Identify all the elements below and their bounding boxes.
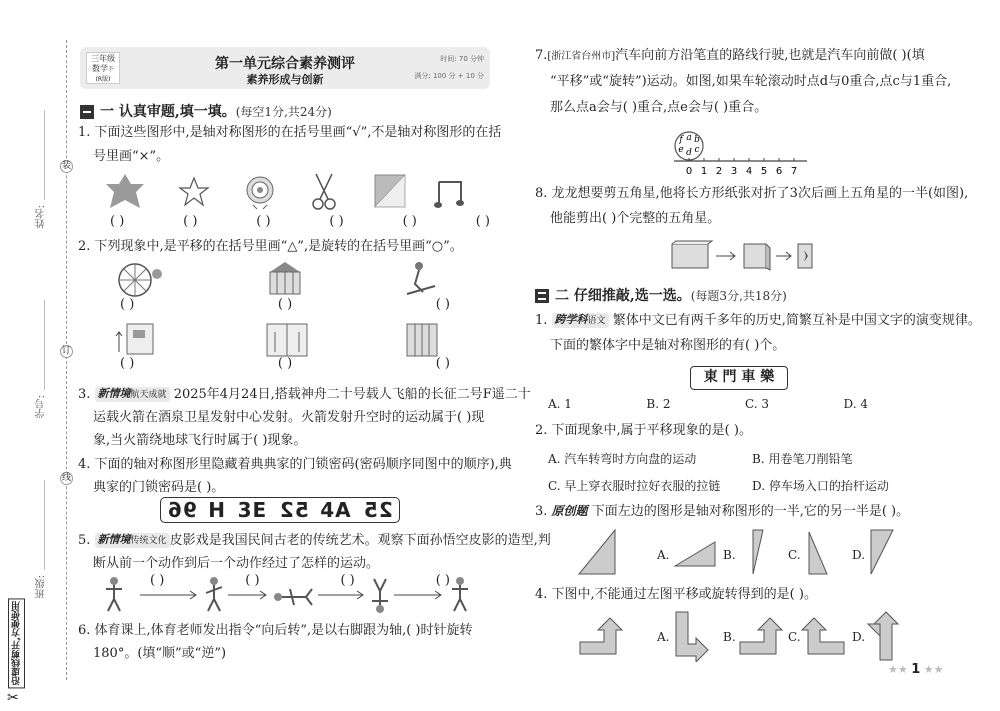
wheel-letter: f	[679, 135, 683, 145]
q7-number: 7.	[535, 48, 548, 63]
carousel-icon	[270, 262, 300, 294]
triangle-paper-icon	[375, 175, 405, 207]
puppet-figure-1	[106, 577, 122, 611]
class-field-line[interactable]	[44, 480, 45, 570]
arrow-2	[228, 591, 266, 599]
half-star-paper-icon	[798, 244, 812, 268]
question-8-line2: 他能剪出( )个完整的五角星。	[550, 211, 721, 226]
q2-answer-4[interactable]: ( )	[120, 356, 135, 371]
c2-option-c[interactable]: C. 早上穿衣服时拉好衣服的拉链	[548, 479, 721, 493]
option-c-arrow-icon	[802, 618, 844, 654]
c2-option-b[interactable]: B. 用卷笔刀削铅笔	[752, 452, 853, 466]
c3-text: 下面左边的图形是轴对称图形的一半,它的另一半是( )。	[591, 504, 910, 519]
c3-number: 3.	[535, 504, 552, 519]
q5-tag	[95, 533, 170, 548]
q5-answer-2[interactable]: ( )	[245, 573, 260, 588]
code-figure-1: 96	[166, 498, 197, 522]
fold-mark-1: 装	[61, 161, 71, 171]
q1-answer-4[interactable]: ( )	[329, 214, 344, 229]
question-6-line2: 180°。(填“顺”或“逆”)	[93, 646, 227, 661]
wheel-letter: a	[686, 133, 692, 143]
q5-tag-sub: 传统文化	[130, 536, 167, 546]
section-2-title: 二 仔细推敲,选一选。	[555, 288, 691, 304]
c1-number: 1.	[535, 313, 552, 328]
flower-icon	[247, 177, 273, 209]
section-2-note: (每题3分,共18分)	[690, 289, 787, 303]
c1-text-1: 繁体中文已有两千多年的历史,简繁互补是中国文字的演变规律。	[612, 313, 981, 328]
star-decoration-left: ★★	[888, 663, 908, 676]
fold-mark-2: 订	[61, 346, 71, 356]
q2-answer-3[interactable]: ( )	[435, 297, 450, 312]
choice-2-question: 2. 下面现象中,属于平移现象的是( )。	[535, 423, 752, 438]
c1-option-b[interactable]: B. 2	[646, 397, 671, 411]
star-decoration-right: ★★	[923, 663, 944, 676]
section-2-icon	[535, 289, 549, 303]
section-1-title: 一 认真审题,填一填。	[100, 104, 236, 120]
option-a-triangle-icon	[675, 542, 715, 566]
q2-answer-5[interactable]: ( )	[277, 356, 293, 371]
q2-pictures-row1	[115, 260, 445, 300]
question-7-line3: 那么点a会与( )重合,点e会与( )重合。	[550, 100, 768, 115]
choice-1-line1	[535, 308, 981, 334]
code-figure-6: 25	[363, 498, 394, 522]
wheel-letter: b	[694, 135, 700, 145]
section-1-header	[80, 101, 332, 121]
q1-answer-2[interactable]: ( )	[183, 214, 198, 229]
bicycle-wheel-icon	[119, 264, 162, 296]
c1-options	[548, 397, 868, 411]
star-shape-icon	[106, 174, 144, 208]
code-figure-2: H	[208, 498, 226, 522]
cut-instruction: 沿虚线剪开,方便使用	[8, 598, 25, 688]
q7-source-tag: [浙江省台州市]	[547, 51, 616, 62]
grade-label: 三年级	[91, 54, 115, 63]
choice-4-question: 4. 下图中,不能通过左图平移或旋转得到的是( )。	[535, 587, 817, 602]
q5-answer-4[interactable]: ( )	[435, 573, 450, 588]
number-line-label: 4	[745, 166, 753, 177]
q1-answer-6[interactable]: ( )	[475, 214, 490, 229]
c4-option-c[interactable]: C.	[788, 630, 801, 644]
q2-answer-6[interactable]: ( )	[435, 356, 450, 371]
code-figure-3: 3E	[237, 498, 268, 522]
option-a-arrow-icon	[676, 612, 708, 662]
option-d-triangle-icon	[871, 530, 893, 574]
q2-answer-row1	[120, 297, 450, 312]
option-b-arrow-icon	[740, 618, 782, 654]
edition-label: (R版)	[95, 76, 111, 83]
name-label: 姓名:	[36, 205, 47, 229]
student-id-field-line[interactable]	[44, 300, 45, 390]
q2-answer-2[interactable]: ( )	[277, 297, 293, 312]
q5-number: 5.	[78, 533, 95, 548]
wheel-number-line	[672, 130, 812, 178]
traditional-chars-box: 東 門 車 樂	[690, 366, 788, 390]
number-line-label: 3	[730, 166, 738, 177]
question-3-line2: 运载火箭在酒泉卫星发射中心发射。火箭发射升空时的运动属于( )现	[93, 410, 485, 425]
c1-option-a[interactable]: A. 1	[548, 397, 572, 411]
folded-paper-icon	[744, 244, 770, 270]
c3-option-b[interactable]: B.	[723, 548, 736, 562]
wheel-letter: d	[686, 148, 692, 158]
c4-option-b[interactable]: B.	[723, 630, 736, 644]
fold-mark-3: 线	[61, 473, 71, 483]
cut-line	[66, 40, 67, 680]
subject-sub: 下	[107, 66, 114, 73]
q3-number: 3.	[78, 387, 95, 402]
fold-arrow-1	[716, 252, 735, 260]
lock-code-box	[160, 497, 400, 523]
student-id-label: 学号:	[36, 395, 47, 419]
code-figure-4: 52	[278, 498, 309, 522]
c3-option-c[interactable]: C.	[788, 548, 801, 562]
flagpole-icon	[116, 324, 153, 354]
five-point-star-icon	[180, 178, 208, 205]
number-line-label: 5	[760, 166, 768, 177]
question-2: 2. 下列现象中,是平移的在括号里画“△”,是旋转的在括号里画“○”。	[78, 239, 463, 254]
question-1-line1: 1. 下面这些图形中,是轴对称图形的在括号里画“√”,不是轴对称图形的在括	[78, 125, 502, 140]
wheel-letter: e	[678, 145, 684, 155]
option-b-triangle-icon	[753, 530, 763, 574]
c4-option-a[interactable]: A.	[657, 630, 670, 644]
c4-option-d[interactable]: D.	[852, 630, 866, 644]
original-arrow-icon	[580, 618, 622, 654]
c2-option-d[interactable]: D. 停车场入口的抬杆运动	[752, 479, 889, 493]
q1-answer-row	[110, 214, 490, 229]
arrow-4	[394, 591, 441, 599]
number-line-label: 2	[715, 166, 723, 177]
paper-sheet-icon	[672, 241, 712, 268]
question-1-line2: 号里画“×”。	[93, 149, 170, 164]
arrow-3	[318, 591, 363, 599]
binding-margin	[0, 0, 72, 711]
c3-option-d[interactable]: D.	[852, 548, 866, 562]
q5-answer-row	[150, 573, 450, 588]
page-title: 第一单元综合素养测评	[215, 56, 355, 72]
number-line-label: 7	[790, 166, 798, 177]
section-1-note: (每空1分,共24分)	[235, 105, 332, 119]
half-triangle-icon	[579, 530, 615, 574]
question-8-line1: 8. 龙龙想要剪五角星,他将长方形纸张对折了3次后画上五角星的一半(如图),	[535, 186, 969, 201]
name-field-line[interactable]	[44, 110, 45, 200]
full-score: 满分: 100 分 + 10 分	[414, 72, 484, 80]
q3-tag	[95, 387, 170, 402]
option-d-arrow-icon	[868, 612, 898, 660]
arrow-1	[140, 591, 196, 599]
scissors-icon	[313, 174, 335, 209]
q3-tag-label: 新情境	[97, 387, 131, 400]
wheel-letters	[678, 133, 700, 158]
q1-answer-5[interactable]: ( )	[402, 214, 417, 229]
number-line-label: 1	[700, 166, 708, 177]
section-2-header	[535, 285, 787, 305]
q5-answer-3[interactable]: ( )	[340, 573, 355, 588]
c1-option-d[interactable]: D. 4	[843, 397, 868, 411]
question-4-line2: 典家的门锁密码是( )。	[93, 480, 225, 495]
c1-tag	[552, 313, 609, 328]
number-line-label: 6	[775, 166, 783, 177]
q2-pictures-row2	[115, 322, 445, 360]
number-line-label: 0	[685, 166, 693, 177]
code-figure-5: 4A	[320, 498, 352, 522]
puppet-figure-3	[274, 589, 312, 605]
c3-option-a[interactable]: A.	[657, 548, 670, 562]
c1-option-c[interactable]: C. 3	[745, 397, 770, 411]
question-7-line1	[535, 43, 925, 70]
c1-tag-label: 跨学科	[554, 313, 588, 326]
section-1-icon	[80, 105, 94, 119]
question-4-line1: 4. 下面的轴对称图形里隐藏着典典家的门锁密码(密码顺序同图中的顺序),典	[78, 457, 512, 472]
q5-text-1: 皮影戏是我国民间古老的传统艺术。观察下面孙悟空皮影的造型,判	[169, 533, 551, 548]
q5-tag-label: 新情境	[97, 533, 131, 546]
question-6-line1: 6. 体育课上,体育老师发出指令“向后转”,是以右脚跟为轴,( )时针旋转	[78, 623, 473, 638]
choice-3-line	[535, 498, 909, 525]
class-label: 班级:	[36, 575, 47, 599]
q2-answer-1[interactable]: ( )	[120, 297, 135, 312]
fold-arrow-2	[776, 252, 791, 260]
elevator-door-icon	[267, 324, 307, 356]
c3-tag: 原创题	[551, 504, 588, 518]
question-5-line2: 断从前一个动作到后一个动作经过了怎样的运动。	[93, 556, 380, 571]
puppet-figure-5	[452, 577, 468, 611]
page-number-area	[888, 662, 944, 677]
question-3-line3: 象,当火箭绕地球飞行时属于( )现象。	[93, 433, 307, 448]
scissors-icon: ✂	[7, 690, 19, 706]
skier-icon	[407, 262, 435, 294]
window-slide-icon	[407, 324, 437, 356]
header-banner	[80, 47, 490, 89]
wheel-letter: c	[694, 145, 700, 155]
page-subtitle: 素养形成与创新	[246, 73, 324, 86]
choice-1-line2: 下面的繁体字中是轴对称图形的有( )个。	[550, 338, 786, 353]
music-note-icon	[434, 182, 464, 208]
time-limit: 时间: 70 分钟	[440, 55, 484, 63]
q1-figures	[100, 170, 490, 215]
c1-tag-sub: 语文	[587, 316, 606, 326]
subject-label: 数学	[91, 64, 108, 73]
page-number: 1	[911, 662, 921, 677]
option-c-triangle-icon	[809, 532, 827, 574]
question-7-line2: “平移”或“旋转”)运动。如图,如果车轮滚动时点d与0重合,点c与1重合,	[550, 74, 952, 89]
q3-tag-sub: 航天成就	[130, 390, 167, 400]
q3-text-1: 2025年4月24日,搭载神舟二十号载人飞船的长征二号F遥二十	[173, 387, 531, 402]
q5-answer-1[interactable]: ( )	[150, 573, 165, 588]
paper-folding-diagram	[670, 240, 820, 272]
q1-answer-3[interactable]: ( )	[256, 214, 271, 229]
q2-answer-row2	[120, 356, 450, 371]
q1-answer-1[interactable]: ( )	[110, 214, 125, 229]
c2-option-a[interactable]: A. 汽车转弯时方向盘的运动	[548, 452, 697, 466]
q7-text-1: 汽车向前方沿笔直的路线行驶,也就是汽车向前做( )(填	[615, 48, 925, 63]
